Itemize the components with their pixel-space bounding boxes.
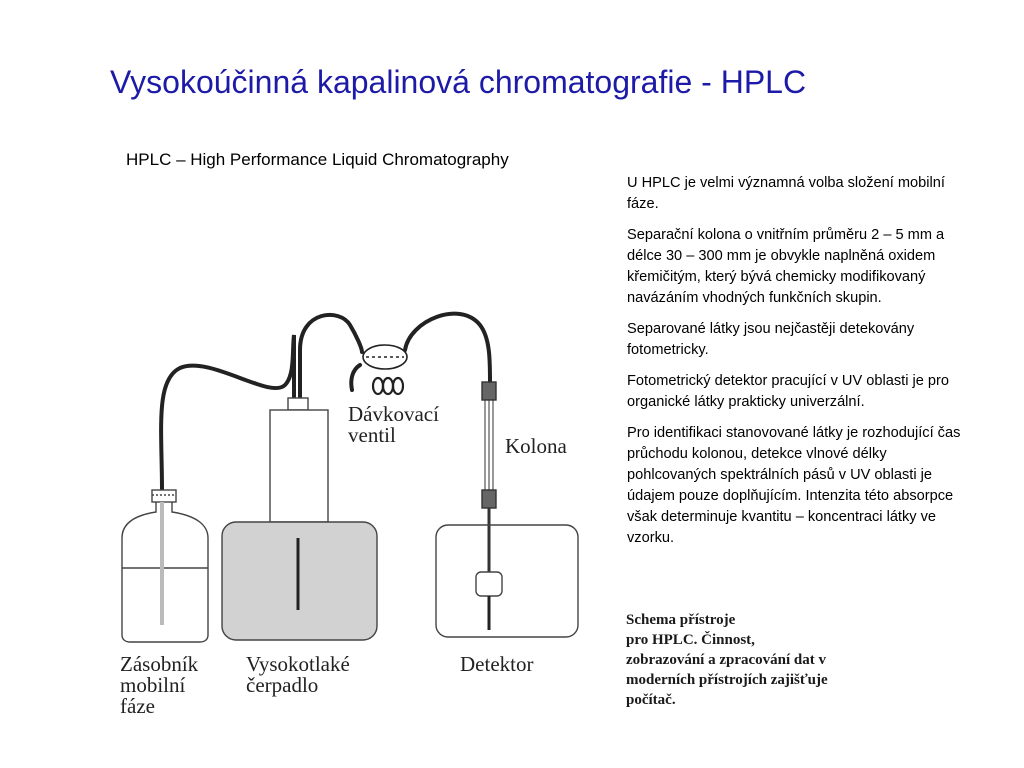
paragraph-mobile-phase: U HPLC je velmi významná volba složení mobilní fáze. [627,175,945,212]
paragraph-column: Separační kolona o vnitřním průměru 2 – 5 mm a délce 30 – 300 mm je obvykle naplněná oxidem křemičitým, který bývá chemicky modifikovaný navázáním vhodných funkčních skupin. [627,227,945,306]
slide-title: Vysokoúčinná kapalinová chromatografie - HPLC [110,64,807,100]
paragraph-identification: Pro identifikaci stanovované látky je rozhodující čas průchodu kolonou, detekce vlnové délky pohlcovaných spektrálních pásů v UV oblasti je údajem pouze doplňujícím. Intenzita této absorpce však determinuje kvantitu – koncentraci látky ve vzorku. [627,425,961,546]
injector-stub [351,365,360,390]
column [482,382,496,572]
hplc-diagram [100,290,600,730]
label-column: Kolona [505,434,567,458]
label-reservoir: Zásobník mobilní fáze [120,652,199,718]
label-injector: Dávkovací ventil [348,402,439,447]
injector-valve [363,345,407,394]
diagram-caption: Schema přístroje pro HPLC. Činnost, zobrazování a zpracování dat v moderních přístrojích zajišťuje počítač. [626,612,828,708]
paragraph-detection: Separované látky jsou nejčastěji detekovány fotometricky. [627,321,915,358]
paragraph-uv-detector: Fotometrický detektor pracující v UV oblasti je pro organické látky prakticky univerzální. [627,373,949,410]
tube-injector-column [405,314,490,382]
label-detector: Detektor [460,652,534,676]
description-column [627,173,977,559]
detector [436,525,578,637]
label-pump: Vysokotlaké čerpadlo [246,652,350,697]
slide-subtitle: HPLC – High Performance Liquid Chromatography [126,150,509,169]
reservoir-bottle [122,490,208,642]
